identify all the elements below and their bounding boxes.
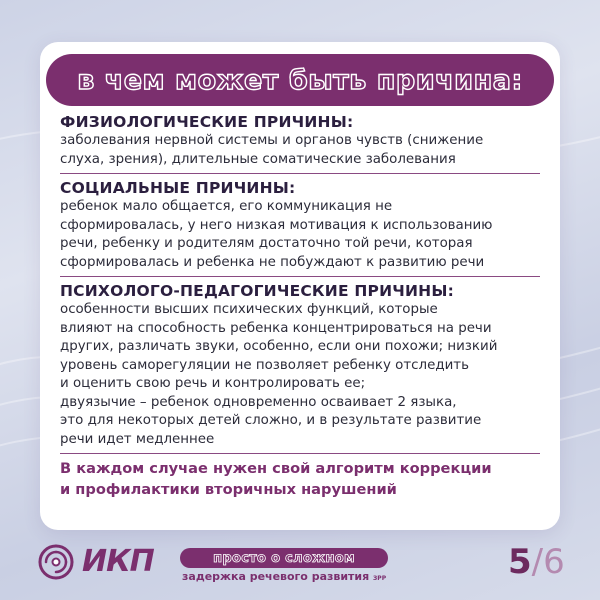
section-social [60, 178, 540, 277]
text-line: сформировалась, у него низкая мотивация к использованию [60, 217, 493, 233]
topic-subtitle [182, 570, 386, 583]
section-body [60, 198, 540, 272]
logo-spiral-icon [34, 540, 78, 584]
summary-text [60, 458, 540, 500]
text-line: влияют на способность ребенка концентрироваться на речи [60, 320, 492, 336]
logo-wordmark: ИКП [82, 544, 154, 579]
text-line: уровень саморегуляции не позволяет ребенку отследить [60, 357, 469, 373]
text-line: слуха, зрения), длительные соматические заболевания [60, 151, 456, 167]
text-line: других, различать звуки, особенно, если они похожи; низкий [60, 339, 498, 354]
section-body [60, 301, 540, 449]
page-title: в чем может быть причина: [77, 64, 523, 96]
text-line: ребенок мало общается, его коммуникация не [60, 199, 393, 214]
section-title: ФИЗИОЛОГИЧЕСКИЕ ПРИЧИНЫ: [60, 113, 354, 131]
subtitle-abbr: ЗРР [373, 575, 387, 582]
section-physiological [60, 112, 540, 174]
page-current: 5 [508, 542, 532, 582]
text-line: и оценить свою речь и контролировать ее; [60, 376, 366, 391]
section-body [60, 132, 540, 169]
text-line: заболевания нервной системы и органов чувств (снижение [60, 133, 484, 148]
summary-line: В каждом случае нужен свой алгоритм коррекции [60, 460, 492, 477]
text-line: речи, ребенку и родителям достаточно той речи, которая [60, 236, 473, 251]
section-title: СОЦИАЛЬНЫЕ ПРИЧИНЫ: [60, 179, 296, 197]
section-psych-pedagogical [60, 281, 540, 454]
text-line: сформировалась и ребенка не побуждают к развитию речи [60, 254, 485, 270]
text-line: это для некоторых детей сложно, и в результате развитие [60, 413, 482, 428]
subtitle-text: задержка речевого развития [182, 570, 370, 583]
text-line: двуязычие – ребенок одновременно осваивает 2 языка, [60, 394, 457, 410]
text-line: особенности высших психических функций, которые [60, 302, 438, 317]
summary-line: и профилактики вторичных нарушений [60, 481, 397, 498]
page-indicator [508, 540, 565, 584]
text-line: речи идет медленнее [60, 431, 215, 447]
tagline: просто о сложном [213, 550, 355, 566]
content-area [60, 112, 540, 500]
page-total: /6 [531, 542, 565, 582]
footer [0, 540, 600, 600]
tagline-banner [180, 548, 388, 568]
section-title: ПСИХОЛОГО-ПЕДАГОГИЧЕСКИЕ ПРИЧИНЫ: [60, 282, 454, 300]
title-banner [46, 54, 554, 106]
